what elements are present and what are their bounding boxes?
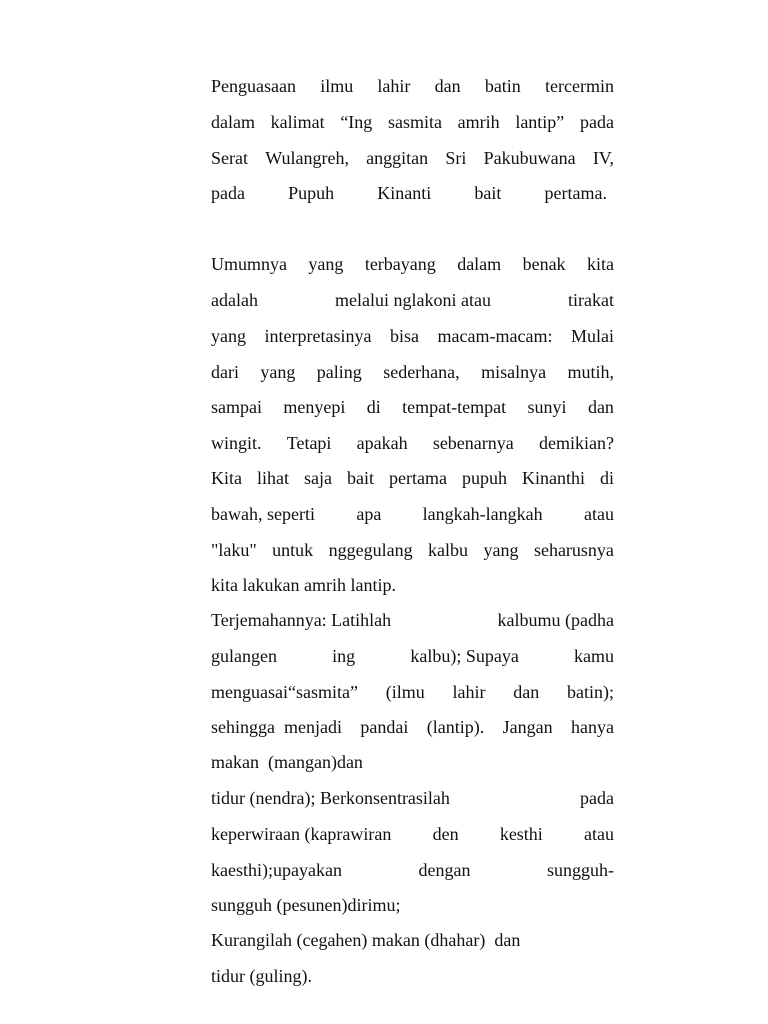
p3-line-6 <box>211 787 614 809</box>
p2-line-5 <box>211 396 614 418</box>
word: sungguh- <box>547 860 614 880</box>
word: Sri <box>445 148 467 168</box>
word: yang <box>211 326 246 346</box>
p3-line-2 <box>211 645 614 667</box>
word: tirakat <box>568 290 614 310</box>
word: den <box>432 824 459 844</box>
word: sampai <box>211 397 262 417</box>
p3-line-11: tidur (guling). <box>211 966 312 986</box>
word: bait <box>346 468 374 488</box>
word: batin); <box>566 682 614 702</box>
p3-line-9: sungguh (pesunen)dirimu; <box>211 895 401 915</box>
word: di <box>366 397 381 417</box>
p1-line-2 <box>211 111 614 133</box>
p2-line-4 <box>211 361 614 383</box>
word: menyepi <box>283 397 346 417</box>
word: yang <box>260 362 296 382</box>
p3-line-5: makan (mangan)dan <box>211 752 363 772</box>
word: Umumnya <box>211 254 287 274</box>
p3-line-10: Kurangilah (cegahen) makan (dhahar) dan <box>211 930 521 950</box>
p2-line-8 <box>211 503 614 525</box>
word: dan <box>434 76 461 96</box>
p2-line-10: kita lakukan amrih lantip. <box>211 575 396 595</box>
word: keperwiraan (kaprawiran <box>211 824 392 844</box>
p3-line-4 <box>211 716 614 738</box>
word: mutih, <box>567 362 614 382</box>
word: dari <box>211 362 239 382</box>
word: pada <box>579 112 614 132</box>
p2-line-2 <box>211 289 614 311</box>
word: kalbumu (padha <box>497 610 614 630</box>
word: menguasai“sasmita” <box>211 682 358 702</box>
word: yang <box>308 254 344 274</box>
p3-line-8 <box>211 859 614 881</box>
word: pandai <box>360 717 409 737</box>
word: macam-macam: <box>437 326 553 346</box>
word: apakah <box>356 433 408 453</box>
word: dan <box>513 682 540 702</box>
word: anggitan <box>366 148 429 168</box>
word: Penguasaan <box>211 76 296 96</box>
word: "laku" <box>211 540 257 560</box>
word: lantip” <box>515 112 565 132</box>
p2-line-1 <box>211 253 614 275</box>
word: Serat <box>211 148 248 168</box>
word: dalam <box>211 112 255 132</box>
word: wingit. <box>211 433 262 453</box>
word: bait <box>474 183 502 203</box>
word: misalnya <box>481 362 547 382</box>
word: adalah <box>211 290 258 310</box>
p1-line-3 <box>211 147 614 169</box>
word: Kinanthi <box>521 468 585 488</box>
word: IV, <box>592 148 614 168</box>
word: terbayang <box>364 254 436 274</box>
word: tercermin <box>545 76 614 96</box>
word: pada <box>580 788 614 808</box>
word: Kita <box>211 468 242 488</box>
word: Jangan <box>502 717 553 737</box>
word: pertama. <box>544 183 607 203</box>
p3-line-3 <box>211 681 614 703</box>
word: kesthi <box>499 824 543 844</box>
word: ilmu <box>320 76 354 96</box>
word: atau <box>583 504 614 524</box>
word: sederhana, <box>383 362 460 382</box>
word: lahir <box>452 682 486 702</box>
word: (ilmu <box>385 682 425 702</box>
p3-line-7 <box>211 823 614 845</box>
word: saja <box>304 468 332 488</box>
p2-line-9 <box>211 539 614 561</box>
word: interpretasinya <box>264 326 372 346</box>
word: sunyi <box>527 397 567 417</box>
word: lahir <box>377 76 411 96</box>
word: Mulai <box>570 326 614 346</box>
word: lihat <box>257 468 289 488</box>
word: Kinanti <box>377 183 432 203</box>
word: Pakubuwana <box>483 148 576 168</box>
word: dalam <box>457 254 502 274</box>
word: bisa <box>390 326 419 346</box>
word: dengan <box>418 860 471 880</box>
word: untuk <box>272 540 314 560</box>
p1-line-4 <box>211 182 607 204</box>
p2-line-6 <box>211 432 614 454</box>
word: sehingga menjadi <box>211 717 342 737</box>
word: demikian? <box>538 433 614 453</box>
word: Wulangreh, <box>265 148 349 168</box>
word: yang <box>483 540 519 560</box>
word: pada <box>211 183 245 203</box>
word: seharusnya <box>533 540 614 560</box>
word: pupuh <box>461 468 507 488</box>
word: tempat-tempat <box>402 397 507 417</box>
word: hanya <box>570 717 614 737</box>
word: langkah-langkah <box>422 504 543 524</box>
word: (lantip). <box>426 717 485 737</box>
word: tidur (nendra); Berkonsentrasilah <box>211 788 450 808</box>
word: gulangen <box>211 646 277 666</box>
p2-line-3 <box>211 325 614 347</box>
p1-line-1 <box>211 75 614 97</box>
word: batin <box>484 76 521 96</box>
word: Terjemahannya: Latihlah <box>211 610 392 630</box>
word: di <box>599 468 614 488</box>
word: bawah, seperti <box>211 504 315 524</box>
word: melalui nglakoni atau <box>335 290 491 310</box>
word: apa <box>356 504 382 524</box>
word: kamu <box>574 646 614 666</box>
p2-line-7 <box>211 467 614 489</box>
word: sebenarnya <box>432 433 514 453</box>
word: nggegulang <box>328 540 413 560</box>
word: paling <box>316 362 362 382</box>
word: pertama <box>388 468 447 488</box>
word: benak <box>522 254 566 274</box>
word: kaesthi);upayakan <box>211 860 342 880</box>
p3-line-1 <box>211 609 614 631</box>
word: kita <box>586 254 614 274</box>
word: Pupuh <box>288 183 335 203</box>
word: kalimat <box>270 112 325 132</box>
word: dan <box>587 397 614 417</box>
word: amrih <box>457 112 500 132</box>
word: kalbu); Supaya <box>410 646 519 666</box>
word: kalbu <box>428 540 469 560</box>
word: sasmita <box>387 112 442 132</box>
word: “Ing <box>340 112 373 132</box>
word: atau <box>584 824 614 844</box>
word: Tetapi <box>286 433 332 453</box>
word: ing <box>332 646 356 666</box>
